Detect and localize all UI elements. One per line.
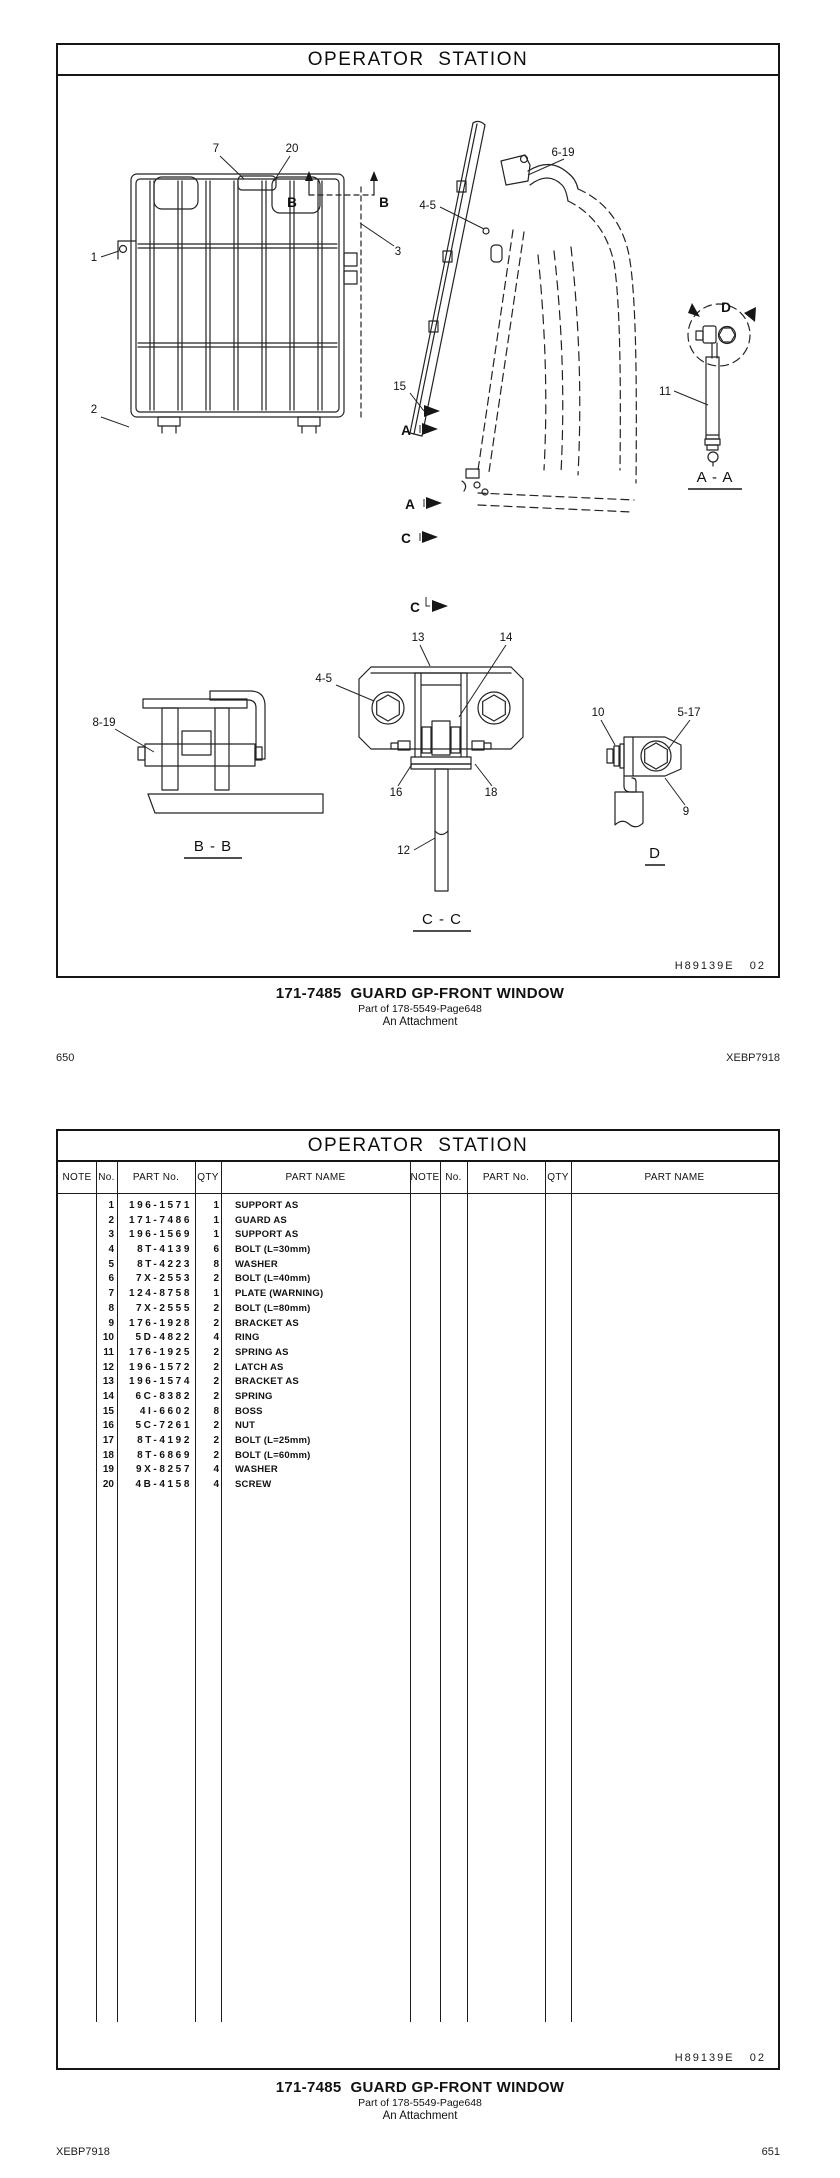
table-row: [58, 1449, 778, 1464]
cell-item-no: 12: [102, 1361, 114, 1373]
table-row: [58, 1302, 778, 1317]
cell-part-name: BRACKET AS: [235, 1317, 299, 1329]
cell-part-no: 124-8758: [128, 1288, 192, 1300]
cell-part-name: WASHER: [235, 1258, 278, 1270]
callout-label: 6-19: [551, 147, 575, 159]
cell-item-no: 15: [102, 1405, 114, 1417]
callout-label: 7: [212, 143, 220, 155]
column-header: PART NAME: [644, 1171, 705, 1183]
cell-item-no: 10: [102, 1332, 114, 1344]
caption-part-title: 171-7485 GUARD GP-FRONT WINDOW: [275, 985, 565, 1002]
cell-qty: 2: [213, 1435, 219, 1446]
cell-part-no: 6C-8382: [135, 1390, 192, 1402]
callout-label: 4-5: [419, 200, 436, 212]
cell-qty: 2: [213, 1346, 219, 1358]
view-marker-letter: D: [721, 300, 731, 315]
column-header: PART No.: [132, 1171, 180, 1183]
callout-label: 10: [591, 707, 605, 719]
cell-part-no: 171-7486: [128, 1214, 192, 1226]
section-view-label: B - B: [193, 838, 233, 855]
cell-part-name: PLATE (WARNING): [235, 1288, 324, 1300]
cell-part-no: 8T-4139: [137, 1244, 192, 1256]
drawing-reference-number: H89139E 02: [674, 2052, 766, 2064]
callout-label: 5-17: [677, 707, 701, 719]
callout-label: 11: [659, 386, 671, 398]
section-c-c-view: [359, 667, 523, 891]
cell-part-no: 196-1569: [128, 1229, 192, 1241]
column-header: QTY: [547, 1171, 569, 1183]
exploded-view-diagram: [58, 45, 778, 976]
cell-part-name: SPRING AS: [235, 1346, 289, 1358]
table-row: [58, 1228, 778, 1243]
table-row: [58, 1214, 778, 1229]
cell-item-no: 13: [102, 1376, 114, 1388]
cell-part-no: 196-1572: [128, 1361, 192, 1373]
section-view-label: D: [649, 845, 661, 862]
callout-label: 18: [484, 787, 498, 799]
section-arrowheads: [305, 171, 756, 612]
parts-rows: [58, 1199, 778, 1493]
guard-front-view: [118, 174, 374, 433]
callout-label: 3: [394, 246, 402, 258]
table-row: [58, 1258, 778, 1273]
view-marker-letter: B: [379, 195, 389, 210]
page-2-caption: [0, 2080, 840, 2122]
cell-part-no: 176-1925: [128, 1346, 192, 1358]
cell-part-name: LATCH AS: [235, 1361, 284, 1373]
cell-qty: 2: [213, 1317, 219, 1329]
cell-item-no: 20: [102, 1479, 114, 1491]
cell-qty: 1: [213, 1229, 219, 1241]
cell-qty: 2: [213, 1361, 219, 1373]
caption-part-title: 171-7485 GUARD GP-FRONT WINDOW: [275, 2079, 565, 2096]
cell-qty: 4: [213, 1479, 219, 1491]
table-row: [58, 1419, 778, 1434]
cell-item-no: 14: [102, 1390, 114, 1402]
callout-label: 13: [411, 632, 425, 644]
page-2-footer: [56, 2146, 780, 2158]
table-row: [58, 1346, 778, 1361]
caption-part-of: Part of 178-5549-Page648: [358, 1003, 482, 1015]
cell-part-name: SUPPORT AS: [235, 1229, 299, 1241]
cell-part-no: 5C-7261: [135, 1420, 192, 1432]
cell-item-no: 3: [108, 1229, 114, 1241]
table-row: [58, 1361, 778, 1376]
cell-item-no: 4: [108, 1244, 114, 1256]
page-2-title-bar: [58, 1131, 778, 1162]
cell-part-name: WASHER: [235, 1464, 278, 1476]
page-title: OPERATOR STATION: [307, 48, 529, 70]
column-header: No.: [98, 1171, 115, 1183]
cell-item-no: 5: [108, 1258, 114, 1270]
page-1-footer: [56, 1052, 780, 1064]
cell-qty: 6: [213, 1244, 219, 1256]
section-view-label: C - C: [422, 911, 462, 928]
cell-item-no: 16: [102, 1420, 114, 1432]
column-header: NOTE: [62, 1171, 92, 1183]
table-row: [58, 1434, 778, 1449]
cell-part-name: GUARD AS: [235, 1214, 287, 1226]
cell-part-no: 8T-4223: [137, 1258, 192, 1270]
callout-label: 2: [90, 404, 98, 416]
cell-qty: 2: [213, 1420, 219, 1432]
callout-label: 8-19: [92, 717, 116, 729]
drawing-reference-number: H89139E 02: [674, 960, 766, 972]
table-row: [58, 1199, 778, 1214]
detail-d-view: [607, 737, 681, 827]
cell-qty: 4: [213, 1464, 219, 1476]
cell-qty: 1: [213, 1288, 219, 1300]
table-row: [58, 1405, 778, 1420]
table-row: [58, 1272, 778, 1287]
callout-label: 14: [499, 632, 513, 644]
cell-part-name: RING: [235, 1332, 260, 1344]
cell-qty: 2: [213, 1449, 219, 1461]
cab-outline: [462, 189, 636, 512]
cell-part-no: 196-1574: [128, 1376, 192, 1388]
cell-qty: 8: [213, 1405, 219, 1417]
cell-item-no: 9: [108, 1317, 114, 1329]
callout-label: 16: [389, 787, 403, 799]
cell-part-no: 8T-6869: [137, 1449, 192, 1461]
view-marker-letter: C: [401, 531, 411, 546]
cell-item-no: 18: [102, 1449, 114, 1461]
table-row: [58, 1331, 778, 1346]
callout-label: 12: [397, 845, 410, 857]
publication-code: XEBP7918: [726, 1052, 780, 1064]
guard-side-view: [410, 121, 578, 436]
cell-part-no: 176-1928: [128, 1317, 192, 1329]
cell-part-no: 7X-2553: [135, 1273, 192, 1285]
cell-qty: 2: [213, 1376, 219, 1388]
cell-item-no: 1: [108, 1200, 114, 1211]
column-header: QTY: [197, 1171, 219, 1183]
cell-item-no: 2: [108, 1214, 114, 1226]
section-b-b-view: [138, 691, 323, 813]
parts-table: [58, 1160, 778, 2055]
view-marker-letter: B: [287, 195, 297, 210]
column-header: NOTE: [410, 1171, 440, 1183]
cell-part-name: BOSS: [235, 1405, 263, 1417]
caption-attachment: An Attachment: [382, 1015, 458, 1028]
page-title: OPERATOR STATION: [307, 1134, 529, 1156]
cell-qty: 1: [213, 1200, 219, 1211]
column-header: PART NAME: [285, 1171, 346, 1183]
cell-qty: 2: [213, 1302, 219, 1314]
cell-part-no: 8T-4192: [137, 1435, 192, 1446]
cell-part-name: BOLT (L=60mm): [235, 1449, 311, 1461]
callout-label: 15: [393, 381, 406, 393]
cell-part-name: SPRING: [235, 1390, 273, 1402]
cell-qty: 4: [213, 1332, 219, 1344]
cell-part-no: 4I-6602: [139, 1405, 192, 1417]
view-marker-letter: C: [410, 600, 420, 615]
table-row: [58, 1375, 778, 1390]
table-row: [58, 1390, 778, 1405]
column-header: PART No.: [482, 1171, 530, 1183]
callout-label: 20: [285, 143, 299, 155]
cell-part-no: 5D-4822: [135, 1332, 192, 1344]
table-row: [58, 1287, 778, 1302]
cell-item-no: 17: [102, 1435, 114, 1446]
caption-part-of: Part of 178-5549-Page648: [358, 2097, 482, 2109]
caption-attachment: An Attachment: [382, 2109, 458, 2122]
cell-part-no: 7X-2555: [135, 1302, 192, 1314]
page-number: 651: [761, 2146, 780, 2158]
callout-label: 1: [90, 252, 98, 264]
cell-qty: 2: [213, 1390, 219, 1402]
table-row: [58, 1317, 778, 1332]
cell-part-name: BRACKET AS: [235, 1376, 299, 1388]
cell-part-name: BOLT (L=40mm): [235, 1273, 311, 1285]
cell-part-no: 196-1571: [128, 1200, 192, 1211]
cell-item-no: 8: [108, 1302, 114, 1314]
page-2-panel: [56, 1129, 780, 2070]
view-marker-letter: A: [405, 497, 415, 512]
table-row: [58, 1243, 778, 1258]
publication-code: XEBP7918: [56, 2146, 110, 2158]
cell-item-no: 11: [103, 1346, 114, 1358]
cell-item-no: 19: [102, 1464, 114, 1476]
cell-part-no: 4B-4158: [135, 1479, 192, 1491]
table-header-row: [58, 1160, 778, 1194]
cell-qty: 8: [213, 1258, 219, 1270]
page-number: 650: [56, 1052, 75, 1064]
cell-part-name: BOLT (L=80mm): [235, 1302, 311, 1314]
cell-part-name: BOLT (L=30mm): [235, 1244, 311, 1256]
table-row: [58, 1463, 778, 1478]
guard-grid-bars: [150, 181, 322, 410]
page-1-panel: [56, 43, 780, 978]
callout-label: 9: [682, 806, 690, 818]
cell-part-name: BOLT (L=25mm): [235, 1435, 311, 1446]
view-marker-letter: A: [401, 423, 411, 438]
cell-item-no: 6: [108, 1273, 114, 1285]
section-view-label: A - A: [696, 469, 734, 486]
cell-item-no: 7: [108, 1288, 114, 1300]
cell-part-no: 9X-8257: [135, 1464, 192, 1476]
cell-part-name: SUPPORT AS: [235, 1200, 299, 1211]
cell-qty: 1: [213, 1214, 219, 1226]
cell-qty: 2: [213, 1273, 219, 1285]
cell-part-name: NUT: [235, 1420, 256, 1432]
callout-label: 4-5: [315, 673, 332, 685]
column-header: No.: [445, 1171, 462, 1183]
page-1-caption: [0, 986, 840, 1028]
table-row: [58, 1478, 778, 1493]
cell-part-name: SCREW: [235, 1479, 272, 1491]
detail-d-circle: [688, 304, 750, 466]
